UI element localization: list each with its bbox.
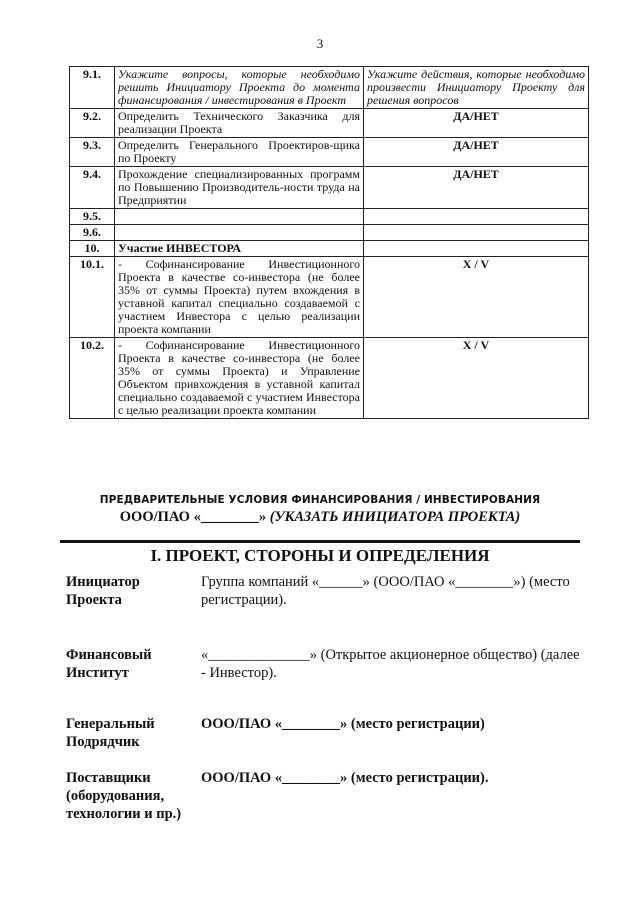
label-line: Поставщики [66, 770, 151, 786]
table-row [70, 109, 589, 138]
row-number: 9.6. [70, 225, 115, 241]
page-number: 3 [316, 36, 324, 51]
definition-label [66, 769, 186, 823]
definition-value: ООО/ПАО «________» (место регистрации) [201, 716, 485, 732]
label-line: (оборудования, [66, 788, 165, 804]
conditions-table [69, 66, 589, 419]
table-row [70, 338, 589, 419]
row-response [364, 225, 589, 241]
row-response: X / V [364, 338, 589, 419]
row-response: ДА/НЕТ [364, 109, 589, 138]
row-number: 9.2. [70, 109, 115, 138]
row-number: 9.4. [70, 167, 115, 209]
row-response: Укажите действия, которые необходимо произвести Инициатору Проекту для решения вопросов [364, 67, 589, 109]
label-line: Проекта [66, 592, 122, 608]
row-number: 9.5. [70, 209, 115, 225]
definition-value: ООО/ПАО «________» (место регистрации). [201, 770, 489, 786]
row-number: 9.3. [70, 138, 115, 167]
row-text: Участие ИНВЕСТОРА [115, 241, 364, 257]
row-response: ДА/НЕТ [364, 138, 589, 167]
row-response [364, 241, 589, 257]
row-text [115, 209, 364, 225]
row-response [364, 209, 589, 225]
row-response: X / V [364, 257, 589, 338]
row-text: Прохождение специализированных программ по Повышению Производитель-ности труда на Предприятии [115, 167, 364, 209]
table-row [70, 241, 589, 257]
row-number: 10. [70, 241, 115, 257]
label-line: технологии и пр.) [66, 806, 182, 822]
table-row [70, 67, 589, 109]
initiator-placeholder: ООО/ПАО «________» [119, 509, 270, 525]
label-line: Генеральный [66, 716, 155, 732]
table-row [70, 225, 589, 241]
section-divider [60, 540, 580, 543]
row-text: Укажите вопросы, которые необходимо решить Инициатору Проекта до момента финансирования / инвестирования в Проект [115, 67, 364, 109]
row-text: - Софинансирование Инвестиционного Проекта в качестве со-инвестора (не более 35% от суммы Проекта) путем вхождения в уставной капитал специально создаваемой с участием Инвестора с целью реализации проекта компании [115, 257, 364, 338]
label-line: Подрядчик [66, 734, 140, 750]
definition-label [66, 715, 186, 751]
table-row [70, 209, 589, 225]
terms-heading: ПРЕДВАРИТЕЛЬНЫЕ УСЛОВИЯ ФИНАНСИРОВАНИЯ / ИНВЕСТИРОВАНИЯ [99, 494, 541, 506]
row-text: Определить Генерального Проектиров-щика по Проекту [115, 138, 364, 167]
row-number: 9.1. [70, 67, 115, 109]
table-row [70, 138, 589, 167]
label-line: Институт [66, 665, 129, 681]
label-line: Инициатор [66, 574, 140, 590]
row-response: ДА/НЕТ [364, 167, 589, 209]
table-row [70, 257, 589, 338]
label-line: Финансовый [66, 647, 152, 663]
definition-label [66, 646, 186, 682]
section-title: I. ПРОЕКТ, СТОРОНЫ И ОПРЕДЕЛЕНИЯ [150, 546, 490, 565]
row-text: - Софинансирование Инвестиционного Проекта в качестве со-инвестора (не более 35% от суммы Проекта) и Управление Объектом привхождения в уставной капитал специально создаваемой с участием Инвестора с целью реализации проекта компании [115, 338, 364, 419]
row-text [115, 225, 364, 241]
initiator-line [0, 509, 640, 526]
row-number: 10.1. [70, 257, 115, 338]
definition-value: «______________» (Открытое акционерное общество) (далее - Инвестор). [201, 647, 580, 681]
row-number: 10.2. [70, 338, 115, 419]
definition-value: Группа компаний «______» (ООО/ПАО «________») (место регистрации). [201, 574, 570, 608]
table-row [70, 167, 589, 209]
initiator-hint: (УКАЗАТЬ ИНИЦИАТОРА ПРОЕКТА) [269, 509, 521, 525]
row-text: Определить Технического Заказчика для реализации Проекта [115, 109, 364, 138]
definition-label [66, 573, 186, 609]
